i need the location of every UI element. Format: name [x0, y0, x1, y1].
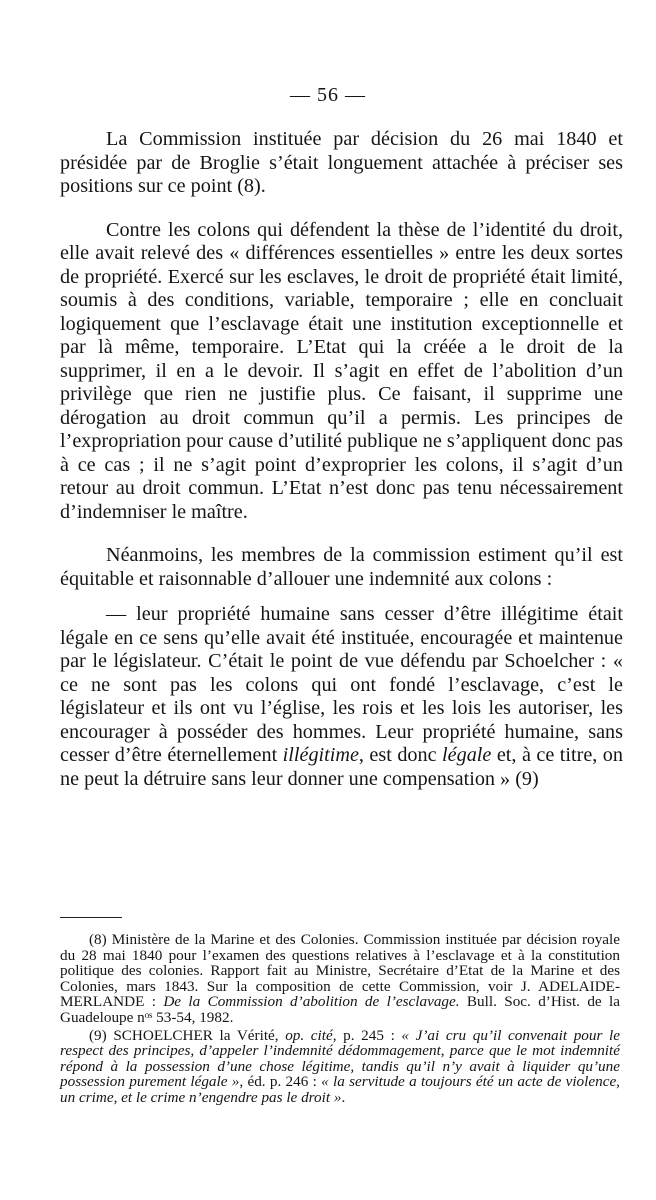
- footnote-9: [60, 1028, 620, 1106]
- footnote-8: [60, 932, 620, 1026]
- paragraph-colons: Contre les colons qui défendent la thèse de l’identité du droit, elle avait relevé des « différences essentielles » entre les deux sortes de propriété. Exercé sur les esclaves, le droit de propriété était limité, soumis à des conditions, variable, temporaire ; elle en concluait logiquement que l’esclavage était une institution exceptionnelle et par là même, temporaire. L’Etat qui la créée a le droit de la supprimer, il en a le devoir. Il s’agit en effet de l’abolition d’un privilège que rien ne justifie plus. Ce faisant, il supprime une dérogation au droit commun qu’il a permis. Les principes de l’expropriation pour cause d’utilité publique ne s’appliquent donc pas à ce cas ; il ne s’agit point d’exproprier les colons, il s’agit d’un retour au droit commun. L’Etat n’est donc pas tenu nécessairement d’indemniser le maître.: [60, 218, 623, 523]
- quote-emphasis-legale: légale: [442, 744, 492, 766]
- footnote-8-text: (8) Ministère de la Marine et des Colonies. Commission instituée par décision royale du 28 mai 1840 pour l’examen des questions relatives à l’esclavage et à la constitution politique des colonies. Rapport fait au Ministre, Secrétaire d’Etat de la Marine et des Colonies, mars 1843. Sur la composition de cette Commission, voir J. ADELAIDE-MERLANDE :: [60, 931, 620, 1011]
- footnote-9-page-245: p. 245 :: [336, 1026, 402, 1044]
- body-text: [60, 128, 623, 791]
- page-number: — 56 —: [290, 84, 366, 106]
- footnote-9-page-246: , éd. p. 246 :: [239, 1073, 322, 1091]
- paragraph-commission: La Commission instituée par décision du 26 mai 1840 et présidée par de Broglie s’était longuement attachée à préciser ses positions sur ce point (8).: [60, 128, 623, 197]
- footnote-8-source: Bull. Soc. d’Hist. de la Guadeloupe nᵒˢ 53-54, 1982.: [60, 993, 620, 1026]
- footnotes: [60, 932, 620, 1106]
- footnote-8-title: De la Commission d’abolition de l’esclavage.: [163, 993, 460, 1011]
- footnote-9-quote-2: « la servitude a toujours été un acte de violence, un crime, et le crime n’engendre pas le droit »: [60, 1073, 620, 1106]
- paragraph-schoelcher-quote: [60, 603, 623, 791]
- paragraph-neanmoins: Néanmoins, les membres de la commission estiment qu’il est équitable et raisonnable d’allouer une indemnité aux colons :: [60, 544, 623, 590]
- quote-text-start: — leur propriété humaine sans cesser d’être illégitime était légale en ce sens qu’elle avait été instituée, encouragée et maintenue par le législateur. C’était le point de vue défendu par Schoelcher : « ce ne sont pas les colons qui ont fondé l’esclavage, c’est le législateur et ils ont vu l’église, les rois et les lois les autoriser, les encourager à posséder des hommes. Leur propriété humaine, sans cesser d’être éternellement: [60, 603, 623, 766]
- footnote-9-quote-1: « J’ai cru qu’il convenait pour le respect des principes, d’appeler l’indemnité dédommagement, parce que le mot indemnité répond à la possession d’une chose légitime, tandis qu’il n’y avait à liquider qu’une possession purement légale »: [60, 1026, 620, 1091]
- footnote-divider: [60, 917, 122, 918]
- footnote-9-end: .: [341, 1088, 346, 1106]
- footnote-9-op-cite: op. cité,: [285, 1026, 337, 1044]
- quote-text-end: et, à ce titre, on ne peut la détruire sans leur donner une compensation » (9): [60, 744, 623, 790]
- quote-emphasis-illegitime: illégitime: [282, 744, 359, 766]
- footnote-9-text: (9) SCHOELCHER la Vérité,: [89, 1026, 286, 1044]
- quote-text-mid: , est donc: [358, 744, 443, 766]
